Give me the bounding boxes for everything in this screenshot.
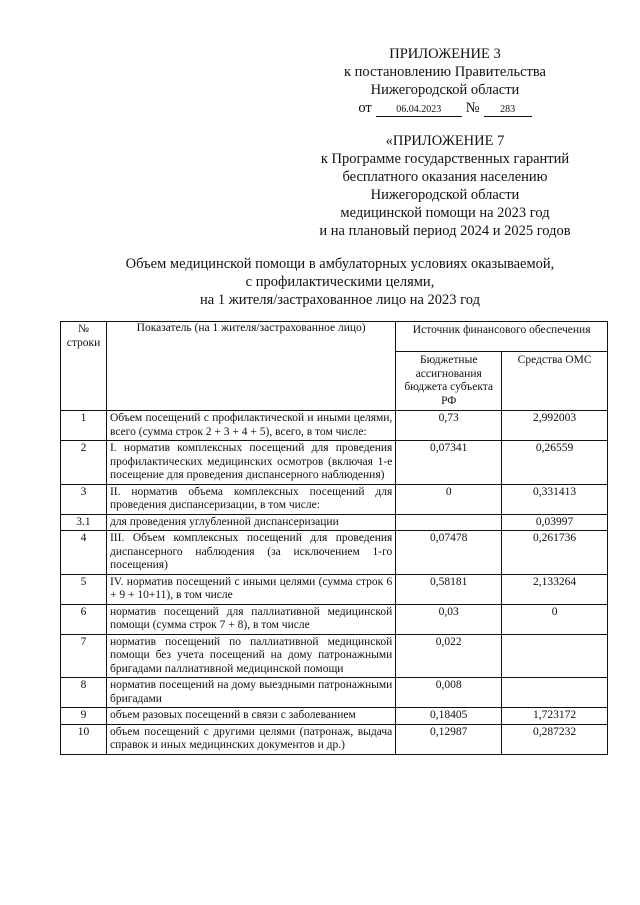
row-indicator: объем разовых посещений в связи с заболеванием	[106, 708, 395, 725]
row-number: 6	[61, 604, 107, 634]
table-row	[61, 678, 608, 708]
row-budget-value: 0,18405	[396, 708, 502, 725]
row-number: 2	[61, 441, 107, 485]
row-number: 4	[61, 531, 107, 575]
row-number: 5	[61, 574, 107, 604]
table-row	[61, 441, 608, 485]
row-indicator: норматив посещений по паллиативной медицинской помощи без учета посещений на дому патронажными бригадами паллиативной медицинской помощи	[106, 634, 395, 678]
row-budget-value: 0,12987	[396, 724, 502, 754]
row-number: 8	[61, 678, 107, 708]
row-indicator: II. норматив объема комплексных посещений для проведения диспансеризации, в том числе:	[106, 484, 395, 514]
row-number: 10	[61, 724, 107, 754]
row-number: 1	[61, 411, 107, 441]
from-label: от	[358, 100, 372, 116]
table-row	[61, 634, 608, 678]
table-row	[61, 484, 608, 514]
row-budget-value: 0,03	[396, 604, 502, 634]
row-number: 9	[61, 708, 107, 725]
row-oms-value: 1,723172	[502, 708, 608, 725]
row-budget-value: 0,008	[396, 678, 502, 708]
row-indicator: объем посещений с другими целями (патронаж, выдача справок и иных медицинских документов и др.)	[106, 724, 395, 754]
row-budget-value: 0	[396, 484, 502, 514]
row-oms-value: 0,03997	[502, 514, 608, 531]
appendix-7-line-4: медицинской помощи на 2023 год	[340, 205, 550, 221]
decree-number: 283	[484, 104, 532, 117]
header-indicator: Показатель (на 1 жителя/застрахованное лицо)	[106, 322, 395, 411]
volume-table	[60, 321, 608, 755]
header-funding-source: Источник финансового обеспечения	[396, 322, 608, 352]
appendix-3-title: ПРИЛОЖЕНИЕ 3	[389, 46, 501, 62]
row-indicator: норматив посещений на дому выездными патронажными бригадами	[106, 678, 395, 708]
appendix-7-line-3: Нижегородской области	[370, 187, 520, 203]
title-line-1: Объем медицинской помощи в амбулаторных условиях оказываемой,	[125, 256, 555, 272]
row-oms-value: 2,992003	[502, 411, 608, 441]
row-indicator: I. норматив комплексных посещений для проведения профилактических медицинских осмотров (включая 1-е посещение для проведения диспансерного наблюдения)	[106, 441, 395, 485]
header-row-number: № строки	[61, 322, 107, 411]
row-oms-value: 0,331413	[502, 484, 608, 514]
row-budget-value: 0,58181	[396, 574, 502, 604]
row-number: 7	[61, 634, 107, 678]
title-line-3: на 1 жителя/застрахованное лицо на 2023 год	[200, 292, 480, 308]
appendix-3-line-1: к постановлению Правительства	[344, 64, 546, 80]
table-row	[61, 604, 608, 634]
table-row	[61, 531, 608, 575]
row-oms-value: 2,133264	[502, 574, 608, 604]
row-oms-value	[502, 634, 608, 678]
appendix-7-line-5: и на плановый период 2024 и 2025 годов	[319, 223, 571, 239]
row-number: 3.1	[61, 514, 107, 531]
row-indicator: для проведения углубленной диспансеризации	[106, 514, 395, 531]
appendix-3-line-2: Нижегородской области	[370, 82, 520, 98]
row-budget-value: 0,07341	[396, 441, 502, 485]
header-budget: Бюджетные ассигнования бюджета субъекта РФ	[396, 352, 502, 411]
title-line-2: с профилактическими целями,	[245, 274, 435, 290]
row-oms-value: 0,287232	[502, 724, 608, 754]
row-indicator: Объем посещений с профилактической и иными целями, всего (сумма строк 2 + 3 + 4 + 5), всего, в том числе:	[106, 411, 395, 441]
table-row	[61, 574, 608, 604]
row-indicator: III. Объем комплексных посещений для проведения диспансерного наблюдения (за исключением 1-го посещения)	[106, 531, 395, 575]
header-oms: Средства ОМС	[502, 352, 608, 411]
row-budget-value: 0,07478	[396, 531, 502, 575]
table-body	[61, 411, 608, 755]
table-row	[61, 514, 608, 531]
table-row	[61, 708, 608, 725]
appendix-3-block	[300, 45, 590, 117]
appendix-7-line-1: к Программе государственных гарантий	[320, 151, 570, 167]
row-budget-value: 0,022	[396, 634, 502, 678]
document-title	[60, 255, 620, 309]
row-oms-value: 0	[502, 604, 608, 634]
appendix-7-title: «ПРИЛОЖЕНИЕ 7	[385, 133, 505, 149]
appendix-7-line-2: бесплатного оказания населению	[342, 169, 548, 185]
row-indicator: IV. норматив посещений с иными целями (сумма строк 6 + 9 + 10+11), в том числе	[106, 574, 395, 604]
row-number: 3	[61, 484, 107, 514]
decree-date: 06.04.2023	[376, 104, 462, 117]
table-row	[61, 411, 608, 441]
decree-date-line	[300, 99, 590, 117]
table-row	[61, 724, 608, 754]
row-oms-value: 0,26559	[502, 441, 608, 485]
row-oms-value	[502, 678, 608, 708]
row-oms-value: 0,261736	[502, 531, 608, 575]
row-indicator: норматив посещений для паллиативной медицинской помощи (сумма строк 7 + 8), в том числе	[106, 604, 395, 634]
appendix-7-block	[290, 132, 600, 240]
number-label: №	[465, 100, 480, 116]
row-budget-value: 0,73	[396, 411, 502, 441]
row-budget-value	[396, 514, 502, 531]
